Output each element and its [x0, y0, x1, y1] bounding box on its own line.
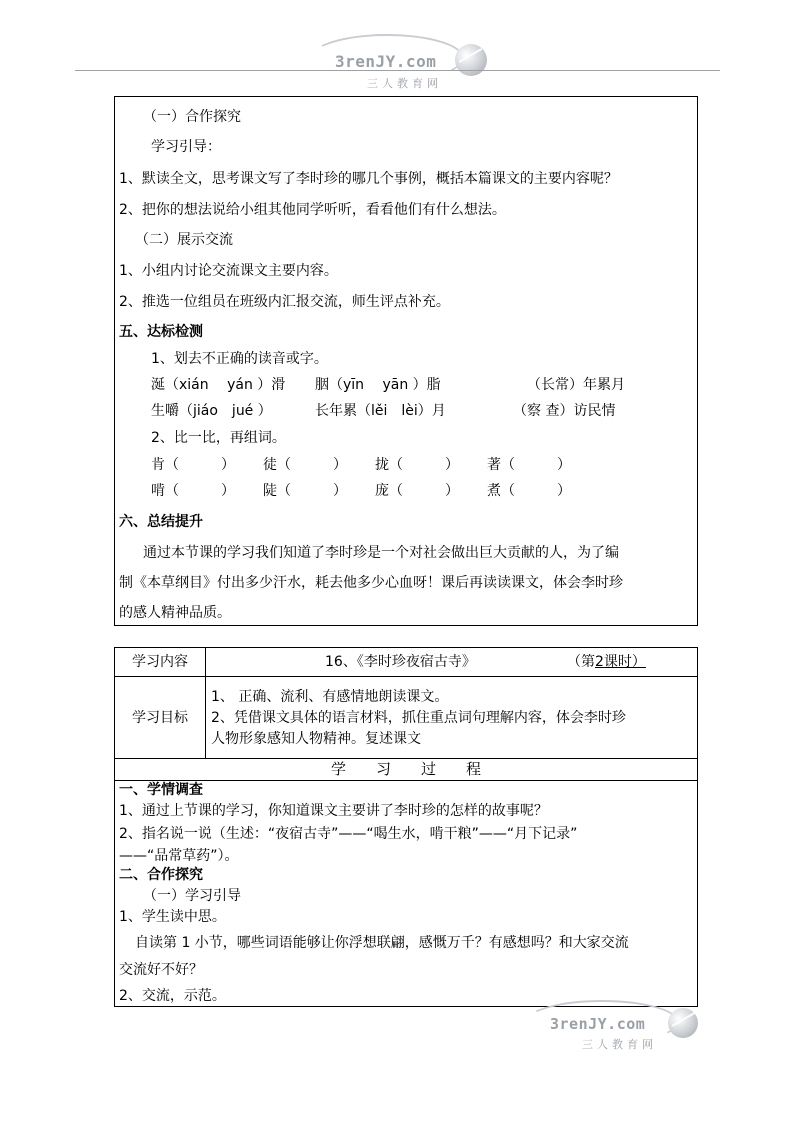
guide-step-1: 1、学生读中思。	[119, 909, 226, 925]
col-divider	[205, 648, 206, 758]
compare-1-1: 徒（ ）	[263, 457, 347, 473]
compare-1-2: 拢（ ）	[375, 457, 459, 473]
goal-line-1: 1、 正确、流利、有感情地朗读课文。	[211, 689, 449, 705]
survey-q2a: 2、指名说一说（生述：“夜宿古寺”——“喝生水，啃干粮”——“月下记录”	[119, 826, 578, 842]
compare-1-3: 著（ ）	[487, 457, 571, 473]
exercise-1: 1、划去不正确的读音或字。	[151, 351, 328, 367]
exchange-s2: 2、推选一位组员在班级内汇报交流，师生评点补充。	[119, 294, 450, 310]
compare-2-2: 庞（ ）	[375, 483, 459, 499]
survey-q2b: ——“品常草药”）。	[119, 848, 239, 864]
compare-2-1: 陡（ ）	[263, 483, 347, 499]
guide-heading: （一）学习引导	[143, 888, 241, 904]
header-logo	[305, 30, 495, 90]
heading-cooperative: （一）合作探究	[143, 109, 241, 125]
lesson-table	[114, 647, 698, 1007]
footer-logo-brand: 3renJY.com	[550, 1015, 646, 1033]
lesson-number	[567, 652, 646, 672]
guide-step-1-detail-2: 交流好不好？	[119, 962, 203, 978]
process-header: 学 习 过 程	[330, 760, 481, 778]
row-divider-1	[115, 676, 697, 677]
logo-brand: 3renJY.com	[335, 52, 437, 71]
pinyin-2a: 生嚼（jiáo jué ）	[151, 403, 272, 419]
pinyin-1c: （长常）年累月	[527, 377, 625, 393]
guide-q2: 2、把你的想法说给小组其他同学听听，看看他们有什么想法。	[119, 202, 506, 218]
section-5-heading: 五、达标检测	[119, 324, 203, 340]
exercise-2: 2、比一比，再组词。	[151, 430, 286, 446]
footer-logo	[520, 998, 710, 1053]
section-2-heading: 二、合作探究	[119, 867, 203, 883]
logo-ball-icon	[455, 44, 487, 76]
compare-1-0: 肯（ ）	[151, 457, 235, 473]
footer-logo-ball-icon	[668, 1008, 698, 1038]
guide-label: 学习引导：	[151, 139, 221, 155]
pinyin-2c: （察 查）访民情	[513, 403, 616, 419]
section-1-heading: 一、学情调查	[119, 782, 203, 798]
guide-step-1-detail: 自读第 1 小节，哪些词语能够让你浮想联翩，感慨万千？有感想吗？和大家交流	[135, 935, 629, 951]
lesson-suffix: 课时）	[603, 654, 646, 670]
lesson-num: 2	[595, 654, 604, 670]
content-label: 学习内容	[132, 654, 188, 670]
section-6-heading: 六、总结提升	[119, 514, 203, 530]
summary-line-3: 的感人精神品质。	[119, 605, 231, 621]
top-section	[114, 96, 698, 626]
exchange-s1: 1、小组内讨论交流课文主要内容。	[119, 263, 338, 279]
summary-line-2: 制《本草纲目》付出多少汗水，耗去他多少心血呀！课后再读读课文，体会李时珍	[119, 575, 623, 591]
goal-line-2: 2、凭借课文具体的语言材料，抓住重点词句理解内容，体会李时珍	[211, 710, 626, 726]
pinyin-1b: 胭（yīn yān ）脂	[315, 377, 441, 393]
footer-logo-subtitle: 三人教育网	[582, 1038, 657, 1051]
goal-line-3: 人物形象感知人物精神。复述课文	[211, 731, 421, 747]
goal-label: 学习目标	[132, 710, 188, 726]
lesson-prefix: （第	[567, 654, 595, 670]
content-value: 16、《李时珍夜宿古寺》	[325, 654, 476, 670]
pinyin-1a: 涎（xián yán ）滑	[151, 377, 286, 393]
heading-exchange: （二）展示交流	[135, 232, 233, 248]
summary-line-1: 通过本节课的学习我们知道了李时珍是一个对社会做出巨大贡献的人，为了编	[143, 545, 619, 561]
survey-q1: 1、通过上节课的学习，你知道课文主要讲了李时珍的怎样的故事呢？	[119, 803, 548, 819]
logo-subtitle: 三人教育网	[367, 77, 442, 90]
guide-step-2: 2、交流，示范。	[119, 988, 226, 1004]
pinyin-2b: 长年累（lěi lèi）月	[315, 403, 446, 419]
compare-2-0: 啃（ ）	[151, 483, 235, 499]
guide-q1: 1、默读全文，思考课文写了李时珍的哪几个事例，概括本篇课文的主要内容呢？	[119, 171, 618, 187]
compare-2-3: 煮（ ）	[487, 483, 571, 499]
header-rule	[75, 70, 720, 71]
